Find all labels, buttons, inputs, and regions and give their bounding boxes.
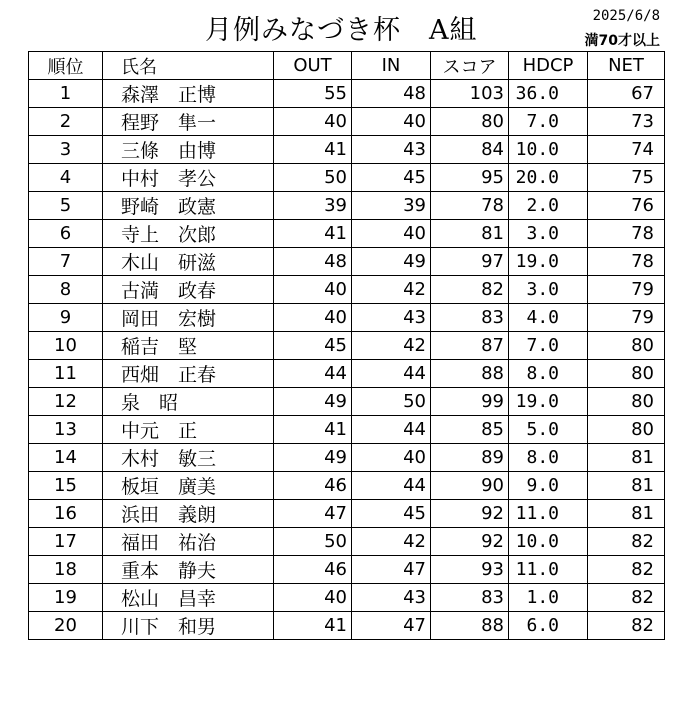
cell-net: 78: [588, 220, 665, 248]
cell-rank: 4: [29, 164, 103, 192]
cell-out: 45: [274, 332, 352, 360]
title-text: 月例みなづき杯: [205, 15, 401, 46]
cell-out: 48: [274, 248, 352, 276]
table-row: [29, 248, 665, 276]
cell-in: 44: [352, 472, 431, 500]
cell-out: 41: [274, 416, 352, 444]
cell-name: 重本 静夫: [103, 556, 274, 584]
cell-name: 野崎 政憲: [103, 192, 274, 220]
cell-score: 88: [431, 612, 509, 640]
cell-net: 74: [588, 136, 665, 164]
cell-net: 81: [588, 444, 665, 472]
cell-net: 82: [588, 528, 665, 556]
cell-score: 103: [431, 80, 509, 108]
cell-score: 81: [431, 220, 509, 248]
cell-net: 73: [588, 108, 665, 136]
cell-score: 88: [431, 360, 509, 388]
cell-score: 80: [431, 108, 509, 136]
cell-score: 92: [431, 528, 509, 556]
cell-rank: 3: [29, 136, 103, 164]
cell-out: 49: [274, 388, 352, 416]
cell-out: 41: [274, 136, 352, 164]
cell-hdcp: 20.0: [509, 164, 588, 192]
cell-hdcp: 5.0: [509, 416, 588, 444]
cell-net: 79: [588, 276, 665, 304]
cell-out: 40: [274, 108, 352, 136]
cell-in: 47: [352, 612, 431, 640]
cell-net: 82: [588, 584, 665, 612]
cell-name: 三條 由博: [103, 136, 274, 164]
cell-name: 森澤 正博: [103, 80, 274, 108]
cell-name: 川下 和男: [103, 612, 274, 640]
cell-hdcp: 36.0: [509, 80, 588, 108]
cell-net: 80: [588, 416, 665, 444]
cell-in: 45: [352, 164, 431, 192]
cell-name: 中村 孝公: [103, 164, 274, 192]
cell-in: 44: [352, 416, 431, 444]
cell-score: 89: [431, 444, 509, 472]
cell-in: 45: [352, 500, 431, 528]
cell-in: 49: [352, 248, 431, 276]
cell-in: 48: [352, 80, 431, 108]
cell-rank: 2: [29, 108, 103, 136]
cell-score: 99: [431, 388, 509, 416]
cell-hdcp: 2.0: [509, 192, 588, 220]
cell-score: 84: [431, 136, 509, 164]
cell-hdcp: 7.0: [509, 108, 588, 136]
header-net: NET: [588, 52, 665, 80]
cell-net: 81: [588, 472, 665, 500]
cell-hdcp: 19.0: [509, 388, 588, 416]
cell-name: 福田 祐治: [103, 528, 274, 556]
cell-net: 67: [588, 80, 665, 108]
table-row: [29, 444, 665, 472]
cell-score: 95: [431, 164, 509, 192]
table-row: [29, 584, 665, 612]
cell-out: 50: [274, 164, 352, 192]
cell-out: 49: [274, 444, 352, 472]
cell-out: 50: [274, 528, 352, 556]
cell-net: 82: [588, 556, 665, 584]
cell-in: 43: [352, 584, 431, 612]
cell-rank: 9: [29, 304, 103, 332]
cell-in: 47: [352, 556, 431, 584]
table-row: [29, 556, 665, 584]
cell-net: 75: [588, 164, 665, 192]
cell-name: 中元 正: [103, 416, 274, 444]
cell-net: 79: [588, 304, 665, 332]
cell-hdcp: 9.0: [509, 472, 588, 500]
group-label: A組: [429, 15, 478, 46]
cell-net: 80: [588, 388, 665, 416]
cell-name: 木村 敏三: [103, 444, 274, 472]
header-hdcp: HDCP: [509, 52, 588, 80]
cell-in: 40: [352, 444, 431, 472]
table-row: [29, 500, 665, 528]
cell-net: 78: [588, 248, 665, 276]
cell-out: 47: [274, 500, 352, 528]
cell-score: 87: [431, 332, 509, 360]
table-row: [29, 164, 665, 192]
cell-in: 40: [352, 220, 431, 248]
cell-rank: 17: [29, 528, 103, 556]
cell-name: 板垣 廣美: [103, 472, 274, 500]
cell-in: 43: [352, 304, 431, 332]
cell-rank: 10: [29, 332, 103, 360]
table-row: [29, 360, 665, 388]
table-row: [29, 528, 665, 556]
cell-rank: 7: [29, 248, 103, 276]
cell-out: 41: [274, 612, 352, 640]
cell-out: 39: [274, 192, 352, 220]
cell-out: 41: [274, 220, 352, 248]
cell-rank: 12: [29, 388, 103, 416]
table-row: [29, 472, 665, 500]
header-out: OUT: [274, 52, 352, 80]
cell-out: 46: [274, 556, 352, 584]
cell-out: 55: [274, 80, 352, 108]
cell-score: 85: [431, 416, 509, 444]
cell-out: 46: [274, 472, 352, 500]
cell-out: 40: [274, 276, 352, 304]
cell-hdcp: 4.0: [509, 304, 588, 332]
results-table: [28, 51, 665, 640]
header-score: スコア: [431, 52, 509, 80]
cell-score: 92: [431, 500, 509, 528]
table-row: [29, 304, 665, 332]
cell-rank: 5: [29, 192, 103, 220]
table-row: [29, 108, 665, 136]
cell-score: 82: [431, 276, 509, 304]
cell-hdcp: 10.0: [509, 136, 588, 164]
cell-hdcp: 11.0: [509, 500, 588, 528]
cell-name: 浜田 義朗: [103, 500, 274, 528]
cell-name: 西畑 正春: [103, 360, 274, 388]
header-row: [29, 52, 665, 80]
table-row: [29, 612, 665, 640]
cell-name: 松山 昌幸: [103, 584, 274, 612]
cell-rank: 18: [29, 556, 103, 584]
cell-out: 40: [274, 304, 352, 332]
table-row: [29, 80, 665, 108]
table-row: [29, 416, 665, 444]
table-row: [29, 276, 665, 304]
cell-hdcp: 7.0: [509, 332, 588, 360]
cell-hdcp: 11.0: [509, 556, 588, 584]
cell-name: 寺上 次郎: [103, 220, 274, 248]
cell-in: 40: [352, 108, 431, 136]
cell-hdcp: 8.0: [509, 360, 588, 388]
cell-rank: 1: [29, 80, 103, 108]
cell-name: 岡田 宏樹: [103, 304, 274, 332]
cell-in: 43: [352, 136, 431, 164]
cell-score: 90: [431, 472, 509, 500]
cell-rank: 8: [29, 276, 103, 304]
table-row: [29, 388, 665, 416]
cell-name: 程野 隼一: [103, 108, 274, 136]
cell-score: 83: [431, 584, 509, 612]
cell-rank: 19: [29, 584, 103, 612]
cell-net: 82: [588, 612, 665, 640]
cell-in: 44: [352, 360, 431, 388]
cell-in: 42: [352, 332, 431, 360]
table-row: [29, 220, 665, 248]
cell-net: 80: [588, 360, 665, 388]
cell-in: 42: [352, 528, 431, 556]
cell-net: 80: [588, 332, 665, 360]
cell-in: 50: [352, 388, 431, 416]
cell-name: 稲吉 堅: [103, 332, 274, 360]
cell-score: 83: [431, 304, 509, 332]
age-condition: 満70才以上: [584, 33, 660, 49]
event-date: 2025/6/8: [592, 8, 660, 24]
cell-rank: 16: [29, 500, 103, 528]
cell-name: 古満 政春: [103, 276, 274, 304]
cell-hdcp: 8.0: [509, 444, 588, 472]
table-row: [29, 136, 665, 164]
cell-score: 93: [431, 556, 509, 584]
cell-rank: 6: [29, 220, 103, 248]
cell-hdcp: 10.0: [509, 528, 588, 556]
cell-hdcp: 6.0: [509, 612, 588, 640]
cell-rank: 11: [29, 360, 103, 388]
cell-rank: 13: [29, 416, 103, 444]
cell-name: 泉 昭: [103, 388, 274, 416]
cell-rank: 20: [29, 612, 103, 640]
header-rank: 順位: [29, 52, 103, 80]
cell-score: 97: [431, 248, 509, 276]
cell-in: 42: [352, 276, 431, 304]
cell-in: 39: [352, 192, 431, 220]
cell-net: 76: [588, 192, 665, 220]
cell-hdcp: 3.0: [509, 276, 588, 304]
cell-out: 40: [274, 584, 352, 612]
cell-rank: 14: [29, 444, 103, 472]
cell-rank: 15: [29, 472, 103, 500]
cell-net: 81: [588, 500, 665, 528]
cell-out: 44: [274, 360, 352, 388]
page-title: [205, 8, 478, 47]
table-row: [29, 192, 665, 220]
cell-hdcp: 19.0: [509, 248, 588, 276]
cell-score: 78: [431, 192, 509, 220]
cell-hdcp: 1.0: [509, 584, 588, 612]
table-row: [29, 332, 665, 360]
header-in: IN: [352, 52, 431, 80]
cell-name: 木山 研滋: [103, 248, 274, 276]
cell-hdcp: 3.0: [509, 220, 588, 248]
header-name: 氏名: [103, 52, 274, 80]
